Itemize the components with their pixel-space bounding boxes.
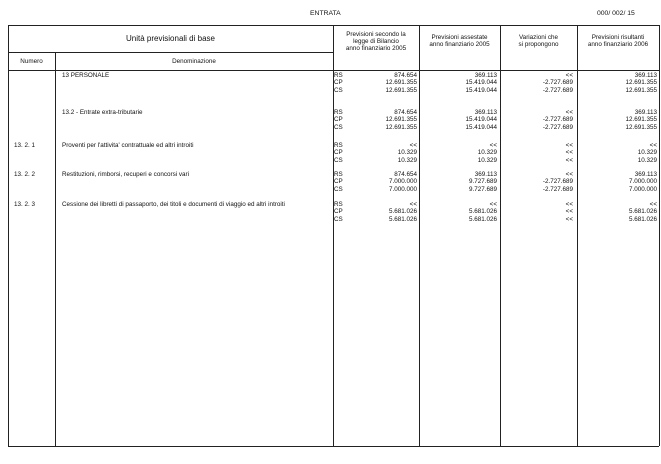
value-assestate: 15.419.044 [465, 116, 497, 124]
value-variazioni: -2.727.689 [542, 86, 573, 94]
row-numero: 13. 2. 3 [14, 201, 36, 208]
value-assestate: 10.329 [477, 156, 497, 164]
value-variazioni: -2.727.689 [542, 116, 573, 124]
row-tipo: CS [334, 86, 343, 94]
row-tipo: CP [334, 116, 343, 124]
value-variazioni: -2.727.689 [542, 123, 573, 131]
value-variazioni: << [565, 142, 573, 149]
value-risultanti: 10.329 [637, 156, 657, 164]
value-risultanti: 5.681.026 [628, 215, 657, 223]
header-bilancio: Previsioni secondo la legge di Bilancio anno finanziario 2005 [345, 31, 407, 52]
value-risultanti: 12.691.355 [625, 79, 657, 87]
row-tipo: CP [334, 79, 343, 87]
header-numero: Numero [20, 58, 43, 65]
value-variazioni: << [565, 149, 573, 157]
value-bilancio: 874.654 [394, 109, 417, 116]
value-risultanti: 369.113 [634, 109, 657, 116]
value-variazioni: << [565, 171, 573, 178]
value-bilancio: 12.691.355 [385, 86, 417, 94]
value-variazioni: -2.727.689 [542, 185, 573, 193]
value-assestate: 369.113 [474, 171, 497, 178]
header-variazioni: Variazioni che si propongono [518, 34, 559, 48]
value-bilancio: 12.691.355 [385, 123, 417, 131]
value-variazioni: << [565, 109, 573, 116]
value-bilancio: 5.681.026 [388, 215, 417, 223]
value-assestate: 5.681.026 [468, 215, 497, 223]
value-bilancio: 5.681.026 [388, 208, 417, 216]
value-risultanti: 5.681.026 [628, 208, 657, 216]
value-assestate: 369.113 [474, 109, 497, 116]
row-tipo: RS [334, 201, 343, 208]
value-bilancio: << [409, 142, 417, 149]
value-variazioni: << [565, 215, 573, 223]
value-assestate: 15.419.044 [465, 123, 497, 131]
row-tipo: RS [334, 142, 343, 149]
value-assestate: 15.419.044 [465, 79, 497, 87]
row-denominazione: Proventi per l'attivita' contrattuale ed altri introiti [62, 142, 194, 149]
value-risultanti: << [649, 201, 657, 208]
value-assestate: 10.329 [477, 149, 497, 157]
row-tipo: CS [334, 185, 343, 193]
value-bilancio: 874.654 [394, 72, 417, 79]
row-numero: 13. 2. 2 [14, 171, 36, 178]
page-title: ENTRATA [310, 10, 341, 17]
row-denominazione: 13 PERSONALE [62, 72, 110, 79]
header-risultanti: Previsioni risultanti anno finanziario 2006 [587, 34, 649, 48]
value-risultanti: 7.000.000 [628, 185, 657, 193]
value-bilancio: 7.000.000 [388, 185, 417, 193]
value-bilancio: 10.329 [397, 149, 417, 157]
row-tipo: RS [334, 171, 343, 178]
header-denominazione: Denominazione [172, 58, 216, 65]
value-risultanti: 12.691.355 [625, 86, 657, 94]
value-bilancio: 7.000.000 [388, 178, 417, 186]
value-risultanti: << [649, 142, 657, 149]
value-assestate: 369.113 [474, 72, 497, 79]
row-numero: 13. 2. 1 [14, 142, 36, 149]
value-risultanti: 7.000.000 [628, 178, 657, 186]
value-bilancio: 12.691.355 [385, 116, 417, 124]
value-assestate: 9.727.689 [468, 185, 497, 193]
value-risultanti: 369.113 [634, 72, 657, 79]
value-assestate: << [489, 142, 497, 149]
row-tipo: CS [334, 156, 343, 164]
row-denominazione: Cessione dei libretti di passaporto, dei titoli e documenti di viaggio ed altri introiti [62, 201, 285, 208]
value-bilancio: 874.654 [394, 171, 417, 178]
value-variazioni: << [565, 156, 573, 164]
page-code: 000/ 002/ 15 [597, 10, 635, 17]
row-tipo: CP [334, 178, 343, 186]
row-tipo: CS [334, 215, 343, 223]
row-tipo: CS [334, 123, 343, 131]
value-risultanti: 10.329 [637, 149, 657, 157]
row-denominazione: Restituzioni, rimborsi, recuperi e concorsi vari [62, 171, 190, 178]
value-assestate: 15.419.044 [465, 86, 497, 94]
value-variazioni: -2.727.689 [542, 79, 573, 87]
header-assestate: Previsioni assestate anno finanziario 2005 [429, 34, 490, 48]
header-group-label: Unità previsionali di base [126, 34, 215, 43]
value-variazioni: << [565, 201, 573, 208]
value-bilancio: 12.691.355 [385, 79, 417, 87]
value-assestate: << [489, 201, 497, 208]
value-variazioni: << [565, 72, 573, 79]
value-risultanti: 12.691.355 [625, 116, 657, 124]
value-risultanti: 12.691.355 [625, 123, 657, 131]
row-tipo: RS [334, 72, 343, 79]
row-tipo: CP [334, 149, 343, 157]
value-assestate: 5.681.026 [468, 208, 497, 216]
row-tipo: CP [334, 208, 343, 216]
value-bilancio: << [409, 201, 417, 208]
row-denominazione: 13.2 - Entrate extra-tributarie [62, 109, 143, 116]
value-risultanti: 369.113 [634, 171, 657, 178]
value-variazioni: -2.727.689 [542, 178, 573, 186]
value-variazioni: << [565, 208, 573, 216]
value-assestate: 9.727.689 [468, 178, 497, 186]
value-bilancio: 10.329 [397, 156, 417, 164]
row-tipo: RS [334, 109, 343, 116]
